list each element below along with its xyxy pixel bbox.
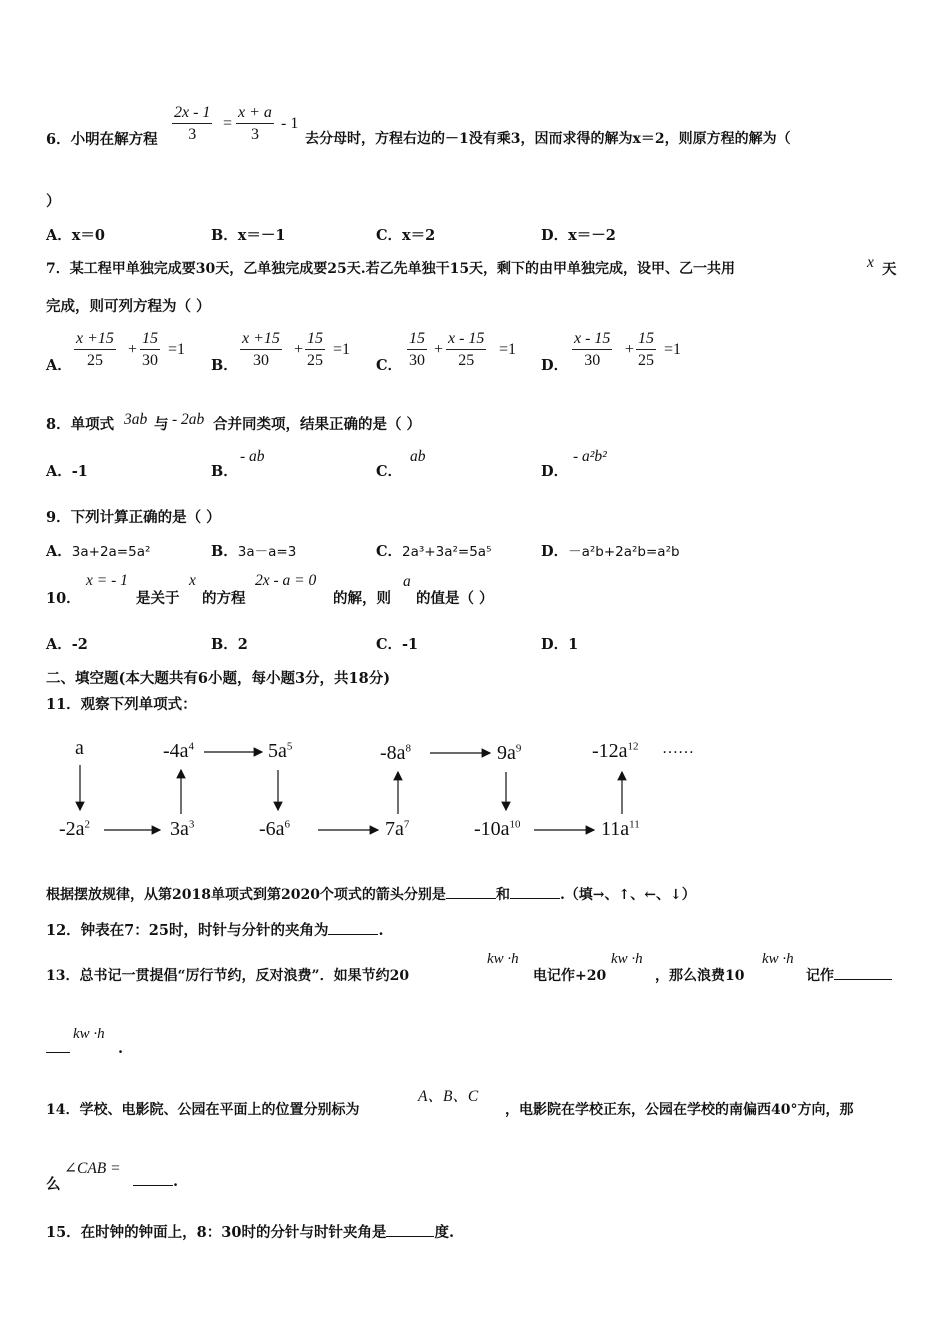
q6-close-paren: ）	[46, 193, 61, 210]
q7-line2: 完成，则可列方程为（ ）	[46, 298, 211, 315]
q8-label-d: D．	[541, 463, 569, 480]
q7-d-frac2: $\frac{15}{25}$	[638, 330, 654, 369]
q9-label-a: A．3a+2a=5a²	[46, 543, 151, 560]
term-7: $7a^7$	[385, 818, 410, 840]
q13-text1: 13．总书记一贯提倡“厉行节约，反对浪费”．如果节约20	[46, 968, 410, 984]
q14-blank[interactable]	[133, 1173, 173, 1186]
q7-b-frac1: $\frac{x +15}{30}$	[242, 330, 280, 369]
q10-var-a: a	[403, 573, 411, 590]
q12: 12．钟表在7：25时，时针与分针的夹角为 .	[46, 922, 384, 939]
q6-frac2-num: x + a	[236, 104, 274, 124]
q10-option-d: D．1	[541, 636, 579, 653]
q9-option-d: －a²b+2a²b=a²b	[568, 544, 680, 560]
q10-var-x: x	[189, 572, 196, 589]
q11-question: 根据摆放规律，从第2018单项式到第2020个项式的箭头分别是 和 .（填→、↑、←、↓）	[46, 887, 696, 903]
q10-option-a: A．-2	[46, 636, 88, 653]
q6-frac1-num: 2x - 1	[172, 104, 212, 124]
term-4: $-4a^4$	[163, 740, 195, 762]
q7-c-frac2: $\frac{x - 15}{25}$	[448, 330, 485, 369]
term-8: $-8a^8$	[380, 742, 412, 764]
q10-option-c: C．-1	[376, 636, 419, 653]
q13-blank[interactable]	[834, 967, 892, 980]
q14-text1: 14．学校、电影院、公园在平面上的位置分别标为	[46, 1102, 360, 1118]
q6-minus-one: - 1	[281, 115, 299, 132]
q10-condition: x = - 1	[86, 572, 128, 589]
section-heading: 二、填空题(本大题共有6小题，每小题3分，共18分)	[46, 670, 391, 687]
q7-line1-end: 天	[882, 261, 897, 278]
q13-blank-cont[interactable]	[46, 1040, 70, 1053]
q8-option-c-value: ab	[410, 448, 426, 465]
term-2: $-2a^2$	[59, 818, 91, 840]
q13-unit-4: kw ·h	[73, 1026, 105, 1042]
q10-text2: 的方程	[202, 590, 246, 607]
q7-d-frac1: $\frac{x - 15}{30}$	[574, 330, 611, 369]
term-12: $-12a^{12}$	[592, 740, 639, 762]
q9-stem: 9．下列计算正确的是（ ）	[46, 509, 221, 526]
q15-blank[interactable]	[386, 1224, 434, 1237]
q7-line1: 7．某工程甲单独完成要30天，乙单独完成要25天.若乙先单独干15天，剩下的由甲单独完成，设甲、乙一共用	[46, 261, 736, 277]
q13-unit-1: kw ·h	[487, 951, 519, 967]
q7-b-frac2: $\frac{15}{25}$	[307, 330, 323, 369]
q6-prefix: 6．小明在解方程	[46, 131, 158, 148]
q7-label-a: A．	[46, 357, 72, 374]
q6-option-d: D．x＝－2	[541, 227, 616, 244]
q7-a-frac1: $\frac{x +15}{25}$	[76, 330, 114, 369]
q10-text1: 是关于	[136, 590, 180, 607]
q14-text2: ，电影院在学校正东，公园在学校的南偏西40°方向，那	[505, 1102, 854, 1118]
q8-term2: - 2ab	[172, 411, 205, 428]
q8-suffix: 合并同类项，结果正确的是（ ）	[213, 416, 422, 433]
q13-text4: 记作	[806, 965, 892, 985]
q10-number: 10．	[46, 590, 81, 607]
term-6: $-6a^6$	[259, 818, 291, 840]
q13-unit-2: kw ·h	[611, 951, 643, 967]
q8-label-c: C．	[376, 463, 403, 480]
term-11: $11a^{11}$	[601, 818, 640, 840]
q11-blank-1[interactable]	[446, 886, 496, 899]
q8-option-b-value: - ab	[240, 448, 265, 465]
q13-text3: ，那么浪费10	[655, 968, 745, 984]
q7-label-b: B．	[211, 357, 238, 374]
q6-suffix: 去分母时，方程右边的－1没有乘3，因而求得的解为x＝2，则原方程的解为（	[305, 131, 791, 147]
q9-option-b: 3a－a=3	[237, 544, 297, 560]
q7-a-frac2: $\frac{15}{30}$	[142, 330, 158, 369]
q9-label-c: C．2a³+3a²=5a⁵	[376, 543, 492, 560]
q6-option-b: B．x＝－1	[211, 227, 286, 244]
q6-option-c: C．x＝2	[376, 227, 436, 244]
q8-option-a: A．-1	[46, 463, 88, 480]
q10-text3: 的解，则	[333, 590, 391, 607]
q10-equation: 2x - a = 0	[255, 572, 317, 589]
q6-frac2-den: 3	[250, 126, 259, 143]
q13-unit-3: kw ·h	[762, 951, 794, 967]
q10-option-b: B．2	[211, 636, 248, 653]
term-1: a	[75, 737, 84, 759]
term-5: $5a^5$	[268, 740, 293, 762]
q7-var-x: x	[867, 254, 874, 271]
q8-term1: 3ab	[124, 411, 148, 428]
term-3: $3a^3$	[170, 818, 195, 840]
q11-stem: 11．观察下列单项式：	[46, 696, 197, 713]
q8-prefix: 8．单项式	[46, 416, 115, 433]
q7-c-frac1: $\frac{15}{30}$	[409, 330, 425, 369]
q9-option-a: 3a+2a=5a²	[71, 544, 151, 560]
q9-label-d: D．－a²b+2a²b=a²b	[541, 543, 680, 560]
q14-angle: ∠CAB =	[64, 1160, 121, 1177]
term-10: $-10a^{10}$	[474, 818, 521, 840]
q13-text2: 电记作+20	[533, 968, 607, 984]
term-9: $9a^9$	[497, 742, 522, 764]
q14-answer: .	[133, 1173, 178, 1190]
q6-equals: =	[223, 115, 233, 132]
q14-points: A、B、C	[418, 1088, 479, 1105]
q10-text4: 的值是（ ）	[416, 590, 494, 607]
q6-option-a: A．x＝0	[46, 227, 105, 244]
ellipsis: ……	[662, 740, 694, 757]
q15: 15．在时钟的钟面上，8：30时的分针与时针夹角是 度.	[46, 1224, 455, 1241]
q8-label-b: B．	[211, 463, 238, 480]
q14-text3: 么	[46, 1176, 61, 1193]
q8-mid: 与	[154, 416, 169, 433]
q6-frac1-den: 3	[188, 126, 197, 143]
q13-line2	[46, 1040, 70, 1057]
q7-label-c: C．	[376, 357, 403, 374]
q11-blank-2[interactable]	[510, 886, 560, 899]
q13-end: .	[118, 1040, 124, 1057]
q9-option-c: 2a³+3a²=5a⁵	[402, 544, 492, 560]
q8-option-d-value: - a²b²	[573, 448, 607, 465]
q7-label-d: D．	[541, 357, 569, 374]
q9-label-b: B．3a－a=3	[211, 543, 297, 560]
q12-blank[interactable]	[328, 922, 378, 935]
